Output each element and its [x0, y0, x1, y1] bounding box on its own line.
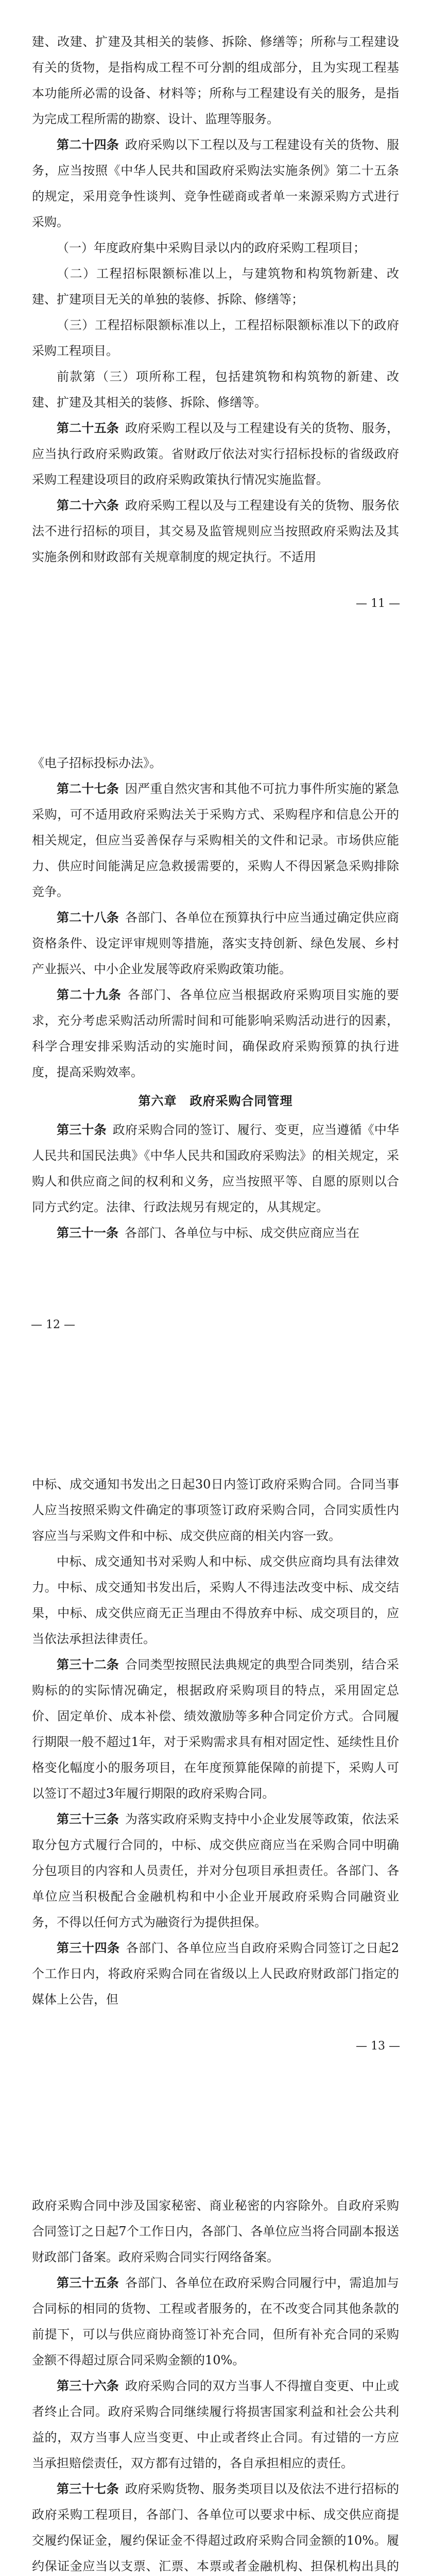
paragraph-text: 政府采购货物、服务类项目以及依法不进行招标的政府采购工程项目，各部门、各单位可以要求中标、成交供应商提交履约保证金，履约保证金不得超过政府采购合同金额的10%。履约保证金应当以支票、汇票、本票或者金融机构、担保机构出具的 — [32, 2482, 400, 2573]
paragraph-text: 政府采购工程以及与工程建设有关的货物、服务，应当执行政府采购政策。省财政厅依法对实行招标投标的省级政府采购工程建设项目的政府采购政策执行情况实施监督。 — [32, 421, 400, 487]
article-number: 第三十六条 — [57, 2379, 119, 2393]
body-paragraph — [32, 364, 399, 415]
article-paragraph — [32, 1220, 399, 1246]
paragraph-text: 中标、成交通知书对采购人和中标、成交供应商均具有法律效力。中标、成交通知书发出后，采购人不得违法改变中标、成交结果，中标、成交供应商无正当理由不得放弃中标、成交项目的，应当依法承担法律责任。 — [32, 1554, 399, 1646]
paragraph-text: 政府采购合同的双方当事人不得擅自变更、中止或者终止合同。政府采购合同继续履行将损害国家利益和社会公共利益的，双方当事人应当变更、中止或者终止合同。有过错的一方应当承担赔偿责任，双方都有过错的，各自承担相应的责任。 — [32, 2379, 400, 2470]
article-paragraph — [32, 1652, 399, 1806]
article-paragraph — [32, 415, 399, 493]
article-paragraph — [32, 1935, 399, 2012]
paragraph-text: 合同类型按照民法典规定的典型合同类别，结合采购标的的实际情况确定，根据政府采购项目的特点，采用固定总价、固定单价、成本补偿、绩效激励等多种合同定价方式。合同履行期限一般不超过1年，对于采购需求具有相对固定性、延续性且价格变化幅度小的服务项目，在年度预算能保障的前提下，采购人可以签订不超过3年履行期限的政府采购合同。 — [32, 1657, 400, 1801]
page-number: — 12 — — [31, 1318, 75, 1331]
article-number: 第二十四条 — [57, 138, 119, 152]
paragraph-text: 政府采购以下工程以及与工程建设有关的货物、服务，应当按照《中华人民共和国政府采购法实施条例》第二十五条的规定，采用竞争性谈判、竞争性磋商或者单一来源采购方式进行采购。 — [32, 138, 400, 229]
document-page — [0, 2164, 431, 2576]
body-paragraph — [32, 235, 399, 261]
article-number: 第二十九条 — [57, 988, 122, 1002]
body-paragraph — [32, 312, 399, 364]
page-number: — 13 — — [356, 2040, 400, 2053]
body-paragraph — [32, 2193, 399, 2270]
paragraph-text: 各部门、各单位在政府采购合同履行中，需追加与合同标的相同的货物、工程或者服务的，在不改变合同其他条款的前提下，可以与供应商协商签订补充合同，但所有补充合同的采购金额不得超过原合同采购金额的10%。 — [32, 2276, 400, 2367]
page-number: — 11 — — [356, 597, 400, 610]
paragraph-text: 政府采购合同的签订、履行、变更，应当遵循《中华人民共和国民法典》《中华人民共和国政府采购法》的相关规定，采购人和供应商之间的权利和义务，应当按照平等、自愿的原则以合同方式约定。法律、行政法规另有规定的，从其规定。 — [32, 1123, 400, 1214]
paragraph-text: 各部门、各单位在预算执行中应当通过确定供应商资格条件、设定评审规则等措施，落实支持创新、绿色发展、乡村产业振兴、中小企业发展等政府采购政策功能。 — [32, 910, 400, 976]
chapter-heading: 第六章 政府采购合同管理 — [138, 1094, 293, 1108]
paragraph-text: 政府采购工程以及与工程建设有关的货物、服务依法不进行招标的项目，其交易及监管规则应当按照政府采购法及其实施条例和财政部有关规章制度的规定执行。不适用 — [32, 498, 400, 564]
page-gap — [0, 629, 431, 721]
paragraph-text: 各部门、各单位应当自政府采购合同签订之日起2个工作日内，将政府采购合同在省级以上人民政府财政部门指定的媒体上公告，但 — [32, 1941, 399, 2007]
article-number: 第二十六条 — [57, 498, 119, 513]
article-number: 第三十一条 — [57, 1226, 118, 1240]
paragraph-text: （一）年度政府集中采购目录以内的政府采购工程项目； — [57, 241, 366, 255]
paragraph-text: 前款第（三）项所称工程，包括建筑物和构筑物的新建、改建、扩建及其相关的装修、拆除、修缮等。 — [32, 369, 399, 410]
page-gap — [0, 1350, 431, 1443]
article-paragraph — [32, 2270, 399, 2373]
article-number: 第三十二条 — [57, 1657, 119, 1672]
paragraph-text: （三）工程招标限额标准以上，工程招标限额标准以下的政府采购工程项目。 — [32, 318, 399, 358]
article-number: 第二十八条 — [57, 910, 119, 925]
body-paragraph — [32, 1471, 399, 1549]
article-paragraph — [32, 905, 399, 982]
article-number: 第三十四条 — [57, 1941, 120, 1955]
article-paragraph — [32, 493, 399, 570]
paragraph-text: 因严重自然灾害和其他不可抗力事件所实施的紧急采购，可不适用政府采购法关于采购方式、采购程序和信息公开的相关规定，但应当妥善保存与采购相关的文件和记录。市场供应能力、供应时间能满足应急救援需要的，采购人不得因紧急采购排除竞争。 — [32, 782, 400, 899]
article-paragraph — [32, 1117, 399, 1220]
paragraph-text: 中标、成交通知书发出之日起30日内签订政府采购合同。合同当事人应当按照采购文件确定的事项签订政府采购合同，合同实质性内容应当与采购文件和中标、成交供应商的相关内容一致。 — [32, 1477, 399, 1543]
article-paragraph — [32, 982, 399, 1085]
body-paragraph — [32, 1549, 399, 1652]
body-paragraph — [32, 29, 399, 132]
article-number: 第二十七条 — [57, 782, 119, 796]
article-number: 第三十五条 — [57, 2276, 119, 2290]
article-number: 第三十条 — [57, 1123, 107, 1137]
body-paragraph — [32, 750, 399, 776]
paragraph-text: 各部门、各单位与中标、成交供应商应当在 — [125, 1226, 359, 1240]
document-page — [0, 721, 431, 1350]
paragraph-text: （二）工程招标限额标准以上，与建筑物和构筑物新建、改建、扩建项目无关的单独的装修、拆除、修缮等； — [32, 266, 399, 307]
paragraph-text: 为落实政府采购支持中小企业发展等政策，依法采取分包方式履行合同的，中标、成交供应商应当在采购合同中明确分包项目的内容和人员责任，并对分包项目承担责任。各部门、各单位应当积极配合金融机构和中小企业开展政府采购合同融资业务，不得以任何方式为融资行为提供担保。 — [32, 1812, 400, 1929]
paragraph-text: 建、改建、扩建及其相关的装修、拆除、修缮等；所称与工程建设有关的货物，是指构成工程不可分割的组成部分，且为实现工程基本功能所必需的设备、材料等；所称与工程建设有关的服务，是指为完成工程所需的勘察、设计、监理等服务。 — [32, 35, 399, 126]
article-number: 第二十五条 — [57, 421, 119, 435]
article-paragraph — [32, 1806, 399, 1935]
paragraph-text: 政府采购合同中涉及国家秘密、商业秘密的内容除外。自政府采购合同签订之日起7个工作日内，各部门、各单位应当将合同副本报送财政部门备案。政府采购合同实行网络备案。 — [32, 2198, 399, 2264]
document-page — [0, 1443, 431, 2071]
article-number: 第三十三条 — [57, 1812, 119, 1826]
page-gap — [0, 2071, 431, 2164]
body-paragraph — [32, 261, 399, 312]
paragraph-text: 各部门、各单位应当根据政府采购项目实施的要求，充分考虑采购活动所需时间和可能影响采购活动进行的因素，科学合理安排采购活动的实施时间，确保政府采购预算的执行进度，提高采购效率。 — [32, 988, 400, 1079]
article-paragraph — [32, 776, 399, 905]
document-page — [0, 0, 431, 629]
article-paragraph — [32, 2373, 399, 2476]
article-paragraph — [32, 132, 399, 235]
article-number: 第三十七条 — [57, 2482, 119, 2496]
paragraph-text: 《电子招标投标办法》。 — [32, 756, 162, 770]
article-paragraph — [32, 2476, 399, 2576]
